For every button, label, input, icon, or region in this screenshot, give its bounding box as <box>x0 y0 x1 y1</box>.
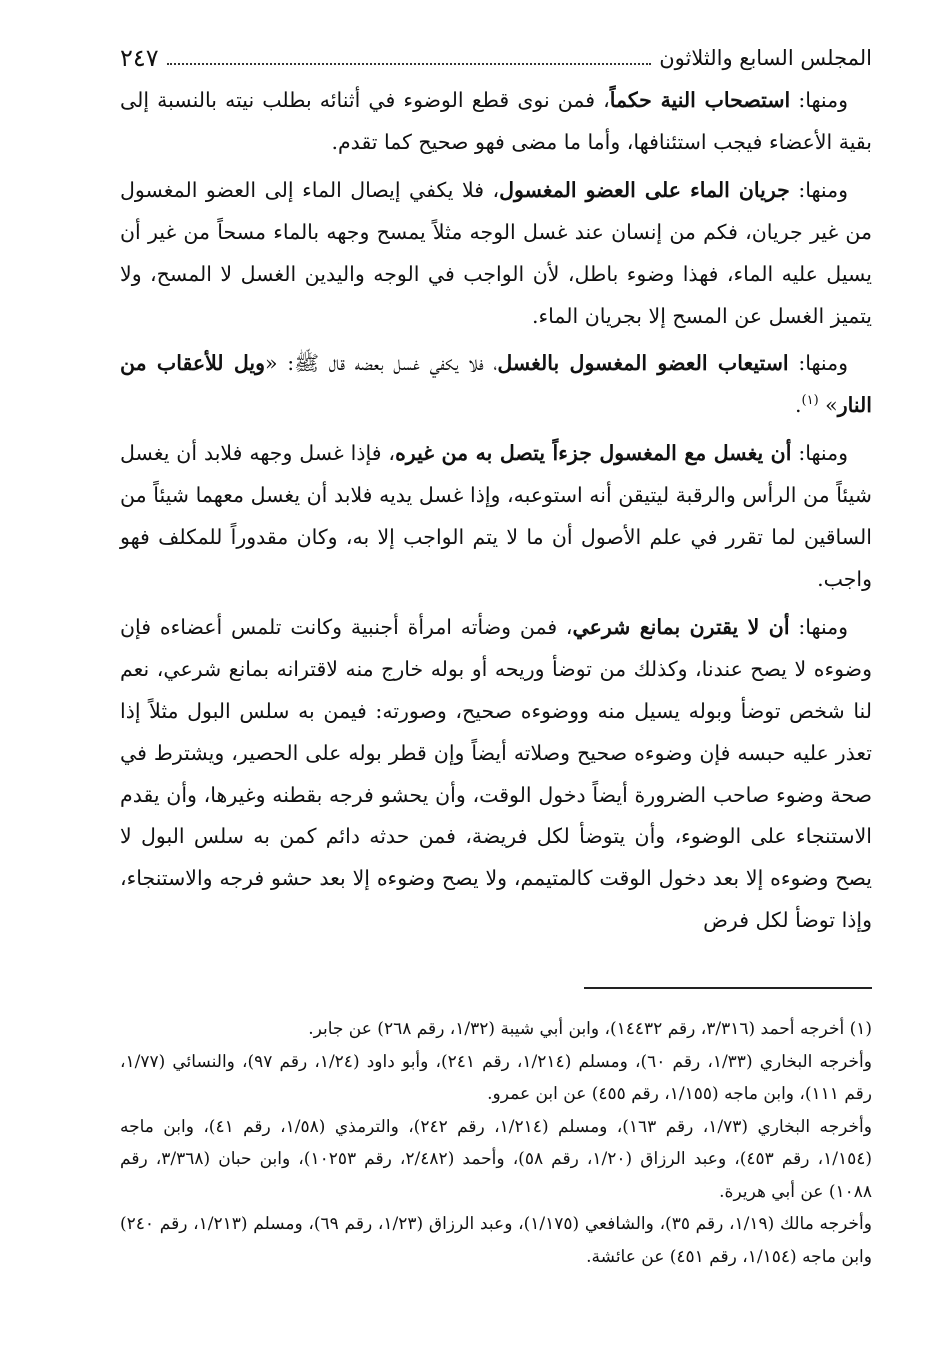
paragraph-lead: ومنها: <box>789 614 849 639</box>
paragraph <box>120 170 872 338</box>
header-dot-leader <box>167 63 652 65</box>
paragraph-text: ، فمن نوى قطع الوضوء في أثنائه بطلب نيته بالنسبة إلى بقية الأعضاء فيجب استئنافها، وأما ما مضى فهو صحيح كما تقدم. <box>120 88 872 154</box>
footnotes <box>120 1013 872 1273</box>
paragraph <box>120 607 872 942</box>
paragraph-lead: ومنها: <box>790 88 848 112</box>
paragraph-text: ، فلا يكفي غسل بعضه قال ﷺ: « <box>265 351 498 376</box>
paragraph-text: » <box>818 393 838 418</box>
paragraph-text: ، فمن وضأته امرأة أجنبية وكانت تلمس أعضاءه فإن وضوءه لا يصح عندنا، وكذلك من توضأ وريحه أو بوله خارج منه لاقترانه بمانع شرعي، نعم لنا شخص توضأ وبوله يسيل منه ووضوءه صحيح، وصورته: فيمن به سلس البول مثلاً إذا تعذر عليه حبسه فإن وضوءه صحيح وصلاته أيضاً وإن قطر بوله على الحصير، ويشترط في صحة وضوء صاحب الضرورة أيضاً دخول الوقت، وأن يحشو فرجه بقطنه وغيرها، وأن يقدم الاستنجاء على الوضوء، وأن يتوضأ لكل فريضة، فمن حدثه دائم كمن به سلس البول لا يصح وضوءه إلا بعد دخول الوقت كالمتيمم، ولا يصح وضوءه إلا بعد حشو فرجه والاستنجاء، وإذا توضأ لكل فرض <box>120 614 872 933</box>
page-number: ٢٤٧ <box>120 44 159 72</box>
footnote-line: (١) أخرجه أحمد (٣/٣١٦، رقم ١٤٤٣٢)، وابن أبي شيبة (١/٣٢، رقم ٢٦٨) عن جابر. <box>308 1019 872 1039</box>
paragraph-lead: ومنها: <box>789 177 848 202</box>
main-text <box>120 80 872 948</box>
paragraph-heading: استصحاب النية حكماً <box>609 88 791 112</box>
paragraph-text: ، فإذا غسل وجهه فلابد أن يغسل شيئاً من الرأس والرقبة ليتيقن أنه استوعبه، وإذا غسل يديه فلابد أن يغسل معهما شيئاً من الساقين لما تقرر في علم الأصول أن ما لا يتم الواجب إلا به، وكان مقدوراً للمكلف فهو واجب. <box>120 441 872 591</box>
paragraph <box>120 80 872 164</box>
footnote-separator <box>584 987 872 989</box>
paragraph-lead: ومنها: <box>791 441 848 466</box>
paragraph <box>120 343 872 427</box>
paragraph-heading: استيعاب العضو المغسول بالغسل <box>497 351 789 376</box>
running-header <box>120 40 872 76</box>
paragraph-lead: ومنها: <box>788 351 848 376</box>
paragraph-heading: أن لا يقترن بمانع شرعي <box>572 614 790 639</box>
footnote-ref: (١) <box>801 393 819 409</box>
paragraph-heading: أن يغسل مع المغسول جزءاً يتصل به من غيره <box>395 441 792 466</box>
chapter-title: المجلس السابع والثلاثون <box>659 46 872 70</box>
footnote-line: وأخرجه البخاري (١/٣٣، رقم ٦٠)، ومسلم (١/٢١٤، رقم ٢٤١)، وأبو داود (١/٢٤، رقم ٩٧)، والنسائي (١/٧٧، رقم ١١١)، وابن ماجه (١/١٥٥، رقم ٤٥٥) عن ابن عمرو. <box>120 1051 872 1104</box>
footnote-line: وأخرجه البخاري (١/٧٣، رقم ١٦٣)، ومسلم (١/٢١٤، رقم ٢٤٢)، والترمذي (١/٥٨، رقم ٤١)، وابن ماجه (١/١٥٤، رقم ٤٥٣)، وعبد الرزاق (١/٢٠، رقم ٥٨)، وأحمد (٢/٤٨٢، رقم ١٠٢٥٣)، وابن حبان (٣/٣٦٨، رقم ١٠٨٨) عن أبي هريرة. <box>120 1116 873 1202</box>
paragraph-text: . <box>794 393 802 418</box>
hadith-quote: ويل للأعقاب من النار <box>120 351 872 418</box>
footnote-line: وأخرجه مالك (١/١٩، رقم ٣٥)، والشافعي (١/١٧٥)، وعبد الرزاق (١/٢٣، رقم ٦٩)، ومسلم (١/٢١٣، رقم ٢٤٠) وابن ماجه (١/١٥٤، رقم ٤٥١) عن عائشة. <box>120 1214 872 1267</box>
paragraph <box>120 433 872 601</box>
paragraph-heading: جريان الماء على العضو المغسول <box>499 177 790 202</box>
paragraph-text: ، فلا يكفي إيصال الماء إلى العضو المغسول من غير جريان، فكم من إنسان عند غسل الوجه مثلاً يمسح وجهه بالماء مسحاً من غير أن يسيل عليه الماء، فهذا وضوء باطل، لأن الواجب في الوجه واليدين الغسل لا المسح، ولا يتميز الغسل عن المسح إلا بجريان الماء. <box>120 177 872 328</box>
